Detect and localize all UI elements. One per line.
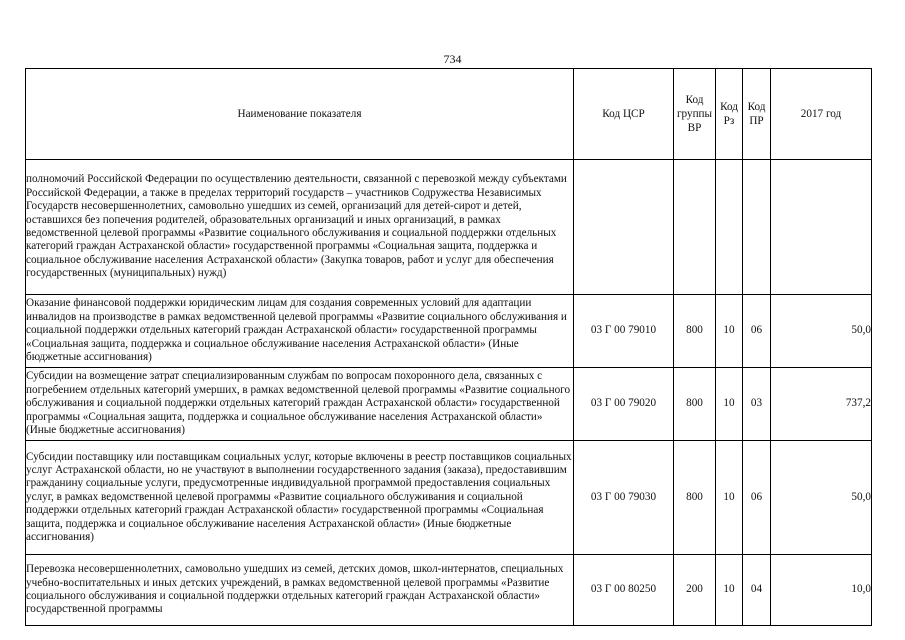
row-rz-code: 10 <box>716 368 743 441</box>
row-amount: 10,0 <box>771 555 872 626</box>
table-row <box>26 295 872 368</box>
page-number: 734 <box>443 52 462 66</box>
row-amount: 50,0 <box>771 295 872 368</box>
budget-table <box>25 68 872 626</box>
header-indicator-name: Наименование показателя <box>26 69 574 160</box>
row-amount: 50,0 <box>771 441 872 555</box>
table-row <box>26 441 872 555</box>
row-indicator-name: Оказание финансовой поддержки юридическим лицам для создания современных условий для адаптации инвалидов на производстве в рамках ведомственной целевой программы «Развитие социального обслуживания и социальной поддержки отдельных категорий граждан Астраханской области» государственной программы «Социальная защита, поддержка и социальное обслуживание населения Астраханской области» (Иные бюджетные ассигнования) <box>26 295 574 368</box>
header-csr-code: Код ЦСР <box>574 69 674 160</box>
row-rz-code: 10 <box>716 295 743 368</box>
row-rz-code <box>716 160 743 295</box>
row-pr-code: 06 <box>743 441 771 555</box>
row-vr-code <box>674 160 716 295</box>
header-rz-code: Код Рз <box>716 69 743 160</box>
row-amount: 737,2 <box>771 368 872 441</box>
table-row <box>26 555 872 626</box>
row-csr-code <box>574 160 674 295</box>
row-csr-code: 03 Г 00 79020 <box>574 368 674 441</box>
row-pr-code: 06 <box>743 295 771 368</box>
row-indicator-name: Субсидии поставщику или поставщикам социальных услуг, которые включены в реестр поставщиков социальных услуг Астраханской области, но не участвуют в выполнении государственного задания (заказа), предоставившим гражданину социальные услуги, предусмотренные индивидуальной программой предоставления социальных услуг, в рамках ведомственной целевой программы «Развитие социального обслуживания и социальной поддержки отдельных категорий граждан Астраханской области» государственной программы «Социальная защита, поддержка и социальное обслуживание населения Астраханской области» (Иные бюджетные ассигнования) <box>26 441 574 555</box>
header-vr-code: Код группы ВР <box>674 69 716 160</box>
row-csr-code: 03 Г 00 80250 <box>574 555 674 626</box>
row-csr-code: 03 Г 00 79010 <box>574 295 674 368</box>
row-rz-code: 10 <box>716 555 743 626</box>
row-indicator-name: Субсидии на возмещение затрат специализированным службам по вопросам похоронного дела, связанных с погребением отдельных категорий умерших, в рамках ведомственной целевой программы «Развитие социального обслуживания и социальной поддержки отдельных категорий граждан Астраханской области» государственной программы «Социальная защита, поддержка и социальное обслуживание населения Астраханской области» (Иные бюджетные ассигнования) <box>26 368 574 441</box>
row-rz-code: 10 <box>716 441 743 555</box>
row-vr-code: 800 <box>674 295 716 368</box>
row-pr-code <box>743 160 771 295</box>
row-amount <box>771 160 872 295</box>
table-header-row <box>26 69 872 160</box>
row-csr-code: 03 Г 00 79030 <box>574 441 674 555</box>
table-row <box>26 160 872 295</box>
header-year-2017: 2017 год <box>771 69 872 160</box>
row-indicator-name: Перевозка несовершеннолетних, самовольно ушедших из семей, детских домов, школ-интернатов, специальных учебно-воспитательных и иных детских учреждений, в рамках ведомственной целевой программы «Развитие социального обслуживания и социальной поддержки отдельных категорий граждан Астраханской области» государственной программы <box>26 555 574 626</box>
table-row <box>26 368 872 441</box>
row-vr-code: 800 <box>674 441 716 555</box>
row-pr-code: 03 <box>743 368 771 441</box>
row-indicator-name: полномочий Российской Федерации по осуществлению деятельности, связанной с перевозкой между субъектами Российской Федерации, а также в пределах территорий государств – участников Содружества Независимых Государств несовершеннолетних, самовольно ушедших из семей, организаций для детей-сирот и детей, оставшихся без попечения родителей, образовательных организаций и иных организаций, в рамках ведомственной целевой программы «Развитие социального обслуживания и социальной поддержки отдельных категорий граждан Астраханской области» государственной программы «Социальная защита, поддержка и социальное обслуживание населения Астраханской области» (Закупка товаров, работ и услуг для обеспечения государственных (муниципальных) нужд) <box>26 160 574 295</box>
row-vr-code: 200 <box>674 555 716 626</box>
row-pr-code: 04 <box>743 555 771 626</box>
header-pr-code: Код ПР <box>743 69 771 160</box>
row-vr-code: 800 <box>674 368 716 441</box>
